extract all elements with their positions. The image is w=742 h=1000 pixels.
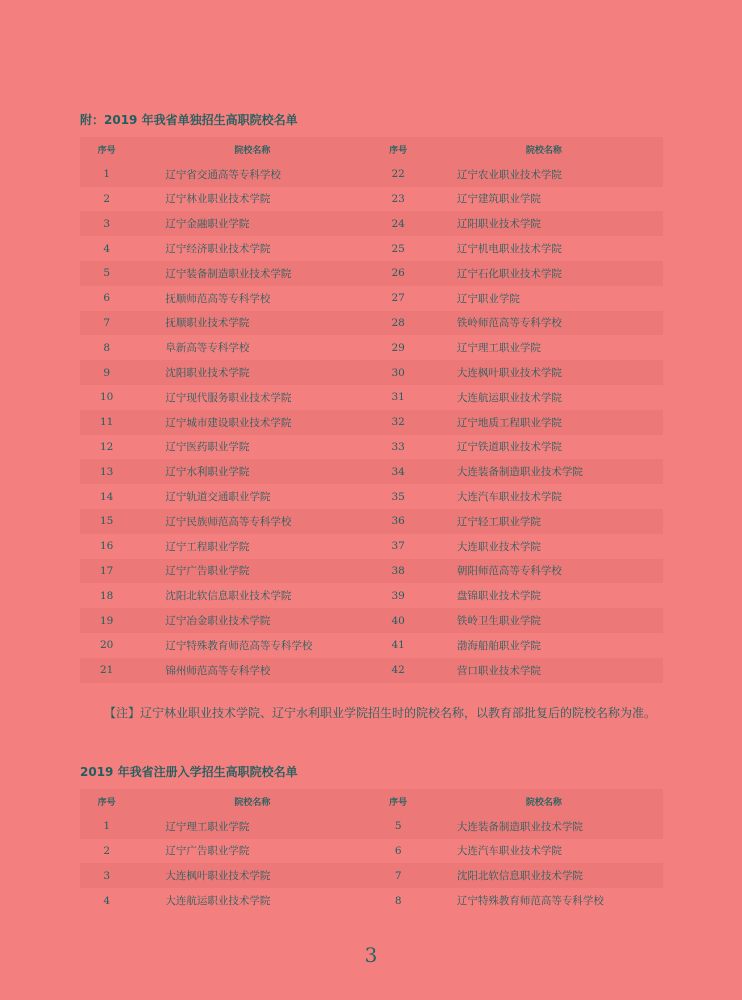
school-name: 大连枫叶职业技术学院	[165, 870, 271, 883]
school-name: 辽宁医药职业学院	[165, 441, 250, 454]
header-index: 序号	[389, 145, 408, 156]
row-index: 2	[103, 844, 111, 857]
school-name: 辽宁广告职业学院	[165, 845, 250, 858]
school-name: 辽宁轻工职业学院	[456, 515, 541, 528]
row-index: 3	[103, 217, 111, 230]
table-note: 【注】辽宁林业职业技术学院、辽宁水利职业学院招生时的院校名称，以教育部批复后的院校名称为准。	[104, 706, 657, 720]
school-name: 大连枫叶职业技术学院	[456, 367, 562, 380]
school-name: 辽宁机电职业技术学院	[456, 243, 562, 256]
row-index: 15	[99, 515, 114, 528]
table-row	[80, 435, 663, 460]
row-index: 34	[391, 465, 405, 478]
school-name: 大连职业技术学院	[456, 540, 541, 553]
school-name: 辽宁装备制造职业技术学院	[165, 267, 292, 280]
row-index: 1	[103, 820, 111, 833]
table-row	[80, 187, 663, 212]
header-school-name: 院校名称	[234, 145, 271, 156]
row-index: 2	[103, 192, 111, 205]
row-index: 4	[103, 894, 111, 907]
row-index: 27	[391, 292, 405, 305]
header-school-name: 院校名称	[234, 797, 271, 808]
row-index: 30	[391, 366, 405, 379]
row-index: 6	[103, 292, 111, 305]
row-index: 10	[99, 391, 114, 404]
row-index: 5	[394, 820, 402, 833]
table-row	[80, 286, 663, 311]
school-name: 辽宁广告职业学院	[165, 565, 250, 578]
school-name: 辽宁石化职业技术学院	[456, 267, 562, 280]
school-name: 抚顺职业技术学院	[165, 317, 250, 330]
row-index: 37	[391, 540, 405, 553]
school-name: 阜新高等专科学校	[165, 342, 250, 355]
row-index: 36	[391, 515, 405, 528]
school-name: 辽宁理工职业学院	[165, 820, 250, 833]
section-title-single-enrollment: 附：2019 年我省单独招生高职院校名单	[80, 113, 298, 127]
table-row	[80, 335, 663, 360]
table-row	[80, 658, 663, 683]
row-index: 33	[391, 440, 405, 453]
header-index: 序号	[97, 797, 116, 808]
table-row	[80, 484, 663, 509]
header-school-name: 院校名称	[525, 797, 562, 808]
school-name: 辽宁地质工程职业学院	[456, 416, 562, 429]
school-name: 营口职业技术学院	[456, 664, 541, 677]
school-name: 沈阳北软信息职业技术学院	[456, 870, 583, 883]
school-name: 辽宁铁道职业技术学院	[456, 441, 562, 454]
row-index: 19	[99, 614, 114, 627]
school-name: 大连装备制造职业技术学院	[456, 466, 583, 479]
table-row	[80, 888, 663, 913]
row-index: 4	[103, 242, 111, 255]
row-index: 13	[99, 465, 114, 478]
school-name: 大连汽车职业技术学院	[456, 491, 562, 504]
school-name: 朝阳师范高等专科学校	[456, 565, 562, 578]
row-index: 20	[99, 639, 114, 652]
row-index: 29	[391, 341, 405, 354]
row-index: 21	[99, 664, 114, 677]
table-header-row	[80, 789, 663, 814]
school-name: 辽宁特殊教育师范高等专科学校	[456, 895, 604, 908]
page-number: 3	[364, 943, 378, 967]
row-index: 6	[394, 844, 402, 857]
table-row	[80, 633, 663, 658]
row-index: 14	[99, 490, 114, 503]
row-index: 1	[103, 168, 111, 181]
row-index: 28	[391, 316, 405, 329]
header-index: 序号	[389, 797, 408, 808]
school-name: 辽宁农业职业技术学院	[456, 168, 562, 181]
row-index: 40	[391, 614, 405, 627]
registration-enrollment-table	[80, 789, 663, 913]
row-index: 5	[103, 267, 111, 280]
table-row	[80, 261, 663, 286]
school-name: 辽宁金融职业学院	[165, 218, 250, 231]
table-row	[80, 583, 663, 608]
row-index: 3	[103, 869, 111, 882]
school-name: 辽宁城市建设职业技术学院	[165, 416, 292, 429]
row-index: 41	[391, 639, 405, 652]
row-index: 31	[391, 391, 405, 404]
row-index: 16	[99, 540, 114, 553]
school-name: 辽宁理工职业学院	[456, 342, 541, 355]
table-row	[80, 608, 663, 633]
table-row	[80, 385, 663, 410]
single-enrollment-table	[80, 137, 663, 683]
table-row	[80, 459, 663, 484]
row-index: 17	[99, 564, 114, 577]
table-row	[80, 360, 663, 385]
row-index: 8	[394, 894, 402, 907]
school-name: 辽宁水利职业学院	[165, 466, 250, 479]
school-name: 锦州师范高等专科学校	[165, 664, 271, 677]
table-row	[80, 839, 663, 864]
row-index: 42	[391, 664, 405, 677]
row-index: 18	[99, 589, 114, 602]
school-name: 沈阳北软信息职业技术学院	[165, 590, 292, 603]
row-index: 25	[391, 242, 405, 255]
table-row	[80, 534, 663, 559]
row-index: 23	[391, 192, 405, 205]
table-row	[80, 236, 663, 261]
school-name: 辽宁省交通高等专科学校	[165, 168, 281, 181]
school-name: 大连航运职业技术学院	[165, 895, 271, 908]
row-index: 12	[99, 440, 114, 453]
school-name: 铁岭师范高等专科学校	[456, 317, 562, 330]
row-index: 8	[103, 341, 111, 354]
school-name: 辽宁职业学院	[456, 292, 520, 305]
row-index: 22	[391, 168, 405, 181]
table-row	[80, 410, 663, 435]
table-row	[80, 162, 663, 187]
school-name: 辽宁工程职业学院	[165, 540, 250, 553]
table-row	[80, 211, 663, 236]
row-index: 11	[99, 416, 114, 429]
school-name: 沈阳职业技术学院	[165, 367, 250, 380]
table-row	[80, 814, 663, 839]
school-name: 辽阳职业技术学院	[456, 218, 541, 231]
header-index: 序号	[97, 145, 116, 156]
school-name: 辽宁林业职业技术学院	[165, 193, 271, 206]
row-index: 35	[391, 490, 405, 503]
header-school-name: 院校名称	[525, 145, 562, 156]
row-index: 7	[103, 316, 111, 329]
row-index: 39	[391, 589, 405, 602]
table-row	[80, 509, 663, 534]
school-name: 抚顺师范高等专科学校	[165, 292, 271, 305]
section-title-registration-enrollment: 2019 年我省注册入学招生高职院校名单	[80, 765, 298, 779]
table-row	[80, 559, 663, 584]
table-header-row	[80, 137, 663, 162]
school-name: 辽宁冶金职业技术学院	[165, 615, 271, 628]
school-name: 大连装备制造职业技术学院	[456, 820, 583, 833]
school-name: 辽宁现代服务职业技术学院	[165, 391, 292, 404]
school-name: 铁岭卫生职业学院	[456, 615, 541, 628]
school-name: 大连航运职业技术学院	[456, 391, 562, 404]
row-index: 26	[391, 267, 405, 280]
row-index: 32	[391, 416, 405, 429]
table-row	[80, 311, 663, 336]
school-name: 辽宁经济职业技术学院	[165, 243, 271, 256]
row-index: 9	[103, 366, 111, 379]
school-name: 盘锦职业技术学院	[456, 590, 541, 603]
school-name: 大连汽车职业技术学院	[456, 845, 562, 858]
row-index: 7	[394, 869, 402, 882]
table-row	[80, 863, 663, 888]
school-name: 辽宁建筑职业学院	[456, 193, 541, 206]
row-index: 24	[391, 217, 405, 230]
school-name: 渤海船舶职业学院	[456, 639, 541, 652]
school-name: 辽宁民族师范高等专科学校	[165, 515, 292, 528]
school-name: 辽宁轨道交通职业学院	[165, 491, 271, 504]
row-index: 38	[391, 564, 405, 577]
school-name: 辽宁特殊教育师范高等专科学校	[165, 639, 313, 652]
